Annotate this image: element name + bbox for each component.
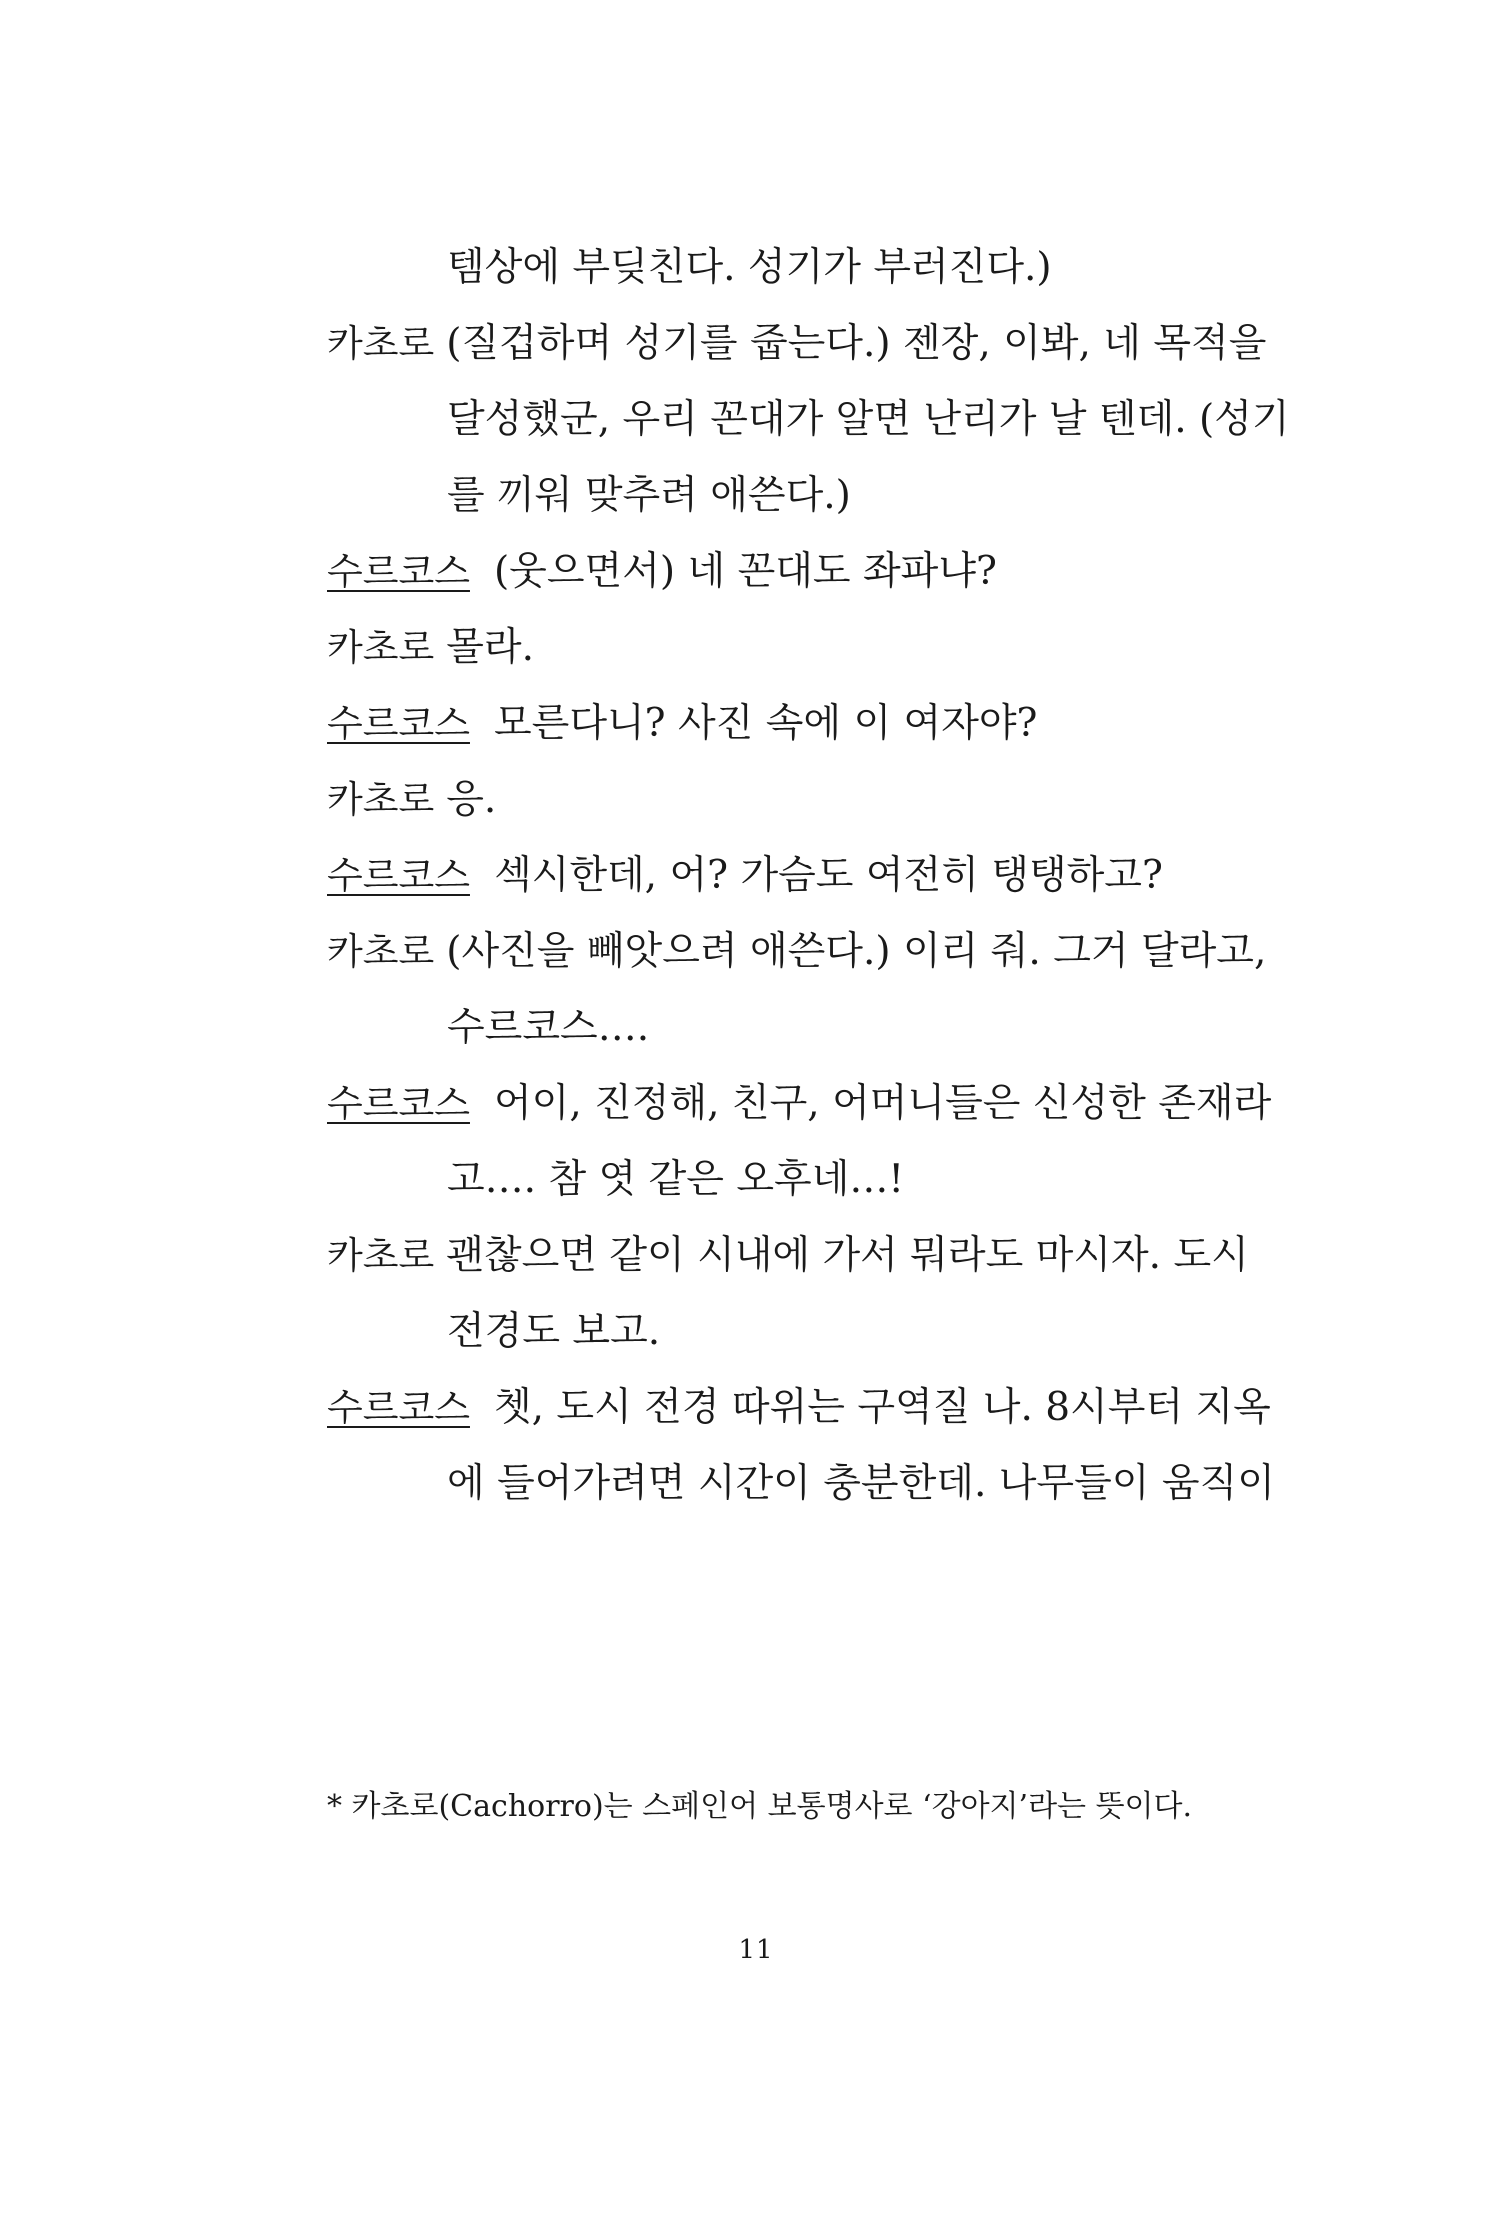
script-line bbox=[327, 1066, 1272, 1142]
script-line bbox=[327, 990, 1257, 1066]
line-text: 괜찮으면 같이 시내에 가서 뭐라도 마시자. 도시 bbox=[446, 1233, 1249, 1278]
speaker-name: 수르코스 bbox=[327, 1082, 470, 1125]
script-line bbox=[327, 1446, 1275, 1522]
line-text: 전경도 보고. bbox=[447, 1309, 661, 1354]
footnote: * 카초로(Cachorro)는 스페인어 보통명사로 ‘강아지’라는 뜻이다. bbox=[327, 1789, 1193, 1824]
play-script bbox=[327, 230, 1290, 1522]
script-line bbox=[327, 914, 1267, 990]
script-line bbox=[327, 610, 1257, 686]
line-text: 달성했군, 우리 꼰대가 알면 난리가 날 텐데. (성기 bbox=[447, 397, 1290, 442]
line-text: 응. bbox=[446, 777, 497, 822]
line-text: 몰라. bbox=[446, 625, 534, 670]
script-line bbox=[327, 1370, 1271, 1446]
speaker-name: 카초로 bbox=[327, 626, 435, 669]
line-text: 섹시한데, 어? 가슴도 여전히 탱탱하고? bbox=[493, 853, 1163, 898]
script-line bbox=[327, 762, 1257, 838]
script-line bbox=[327, 1142, 1257, 1218]
script-line bbox=[327, 458, 1257, 534]
speaker-name: 카초로 bbox=[327, 778, 435, 821]
script-line bbox=[327, 1294, 1257, 1370]
script-line bbox=[327, 534, 1257, 610]
script-line bbox=[327, 230, 1257, 306]
line-text: 고…. 참 엿 같은 오후네…! bbox=[447, 1157, 905, 1202]
line-text: 모른다니? 사진 속에 이 여자야? bbox=[493, 701, 1038, 746]
speaker-name: 수르코스 bbox=[327, 550, 470, 593]
line-text: 를 끼워 맞추려 애쓴다.) bbox=[447, 473, 851, 518]
script-line bbox=[327, 306, 1267, 382]
speaker-name: 카초로 bbox=[327, 1234, 435, 1277]
speaker-name: 수르코스 bbox=[327, 702, 470, 745]
page-number: 11 bbox=[738, 1935, 774, 1965]
line-text: 어이, 진정해, 친구, 어머니들은 신성한 존재라 bbox=[493, 1081, 1272, 1126]
speaker-name: 카초로 bbox=[327, 930, 435, 973]
line-text: 수르코스…. bbox=[447, 1005, 650, 1050]
script-line bbox=[327, 838, 1257, 914]
line-text: 템상에 부딪친다. 성기가 부러진다.) bbox=[447, 245, 1052, 290]
line-text: (질겁하며 성기를 줍는다.) 젠장, 이봐, 네 목적을 bbox=[446, 321, 1267, 366]
speaker-name: 수르코스 bbox=[327, 1386, 470, 1429]
line-text: 쳇, 도시 전경 따위는 구역질 나. 8시부터 지옥 bbox=[493, 1385, 1271, 1430]
line-text: (웃으면서) 네 꼰대도 좌파냐? bbox=[493, 549, 997, 594]
line-text: (사진을 빼앗으려 애쓴다.) 이리 줘. 그거 달라고, bbox=[446, 929, 1267, 974]
script-line bbox=[327, 1218, 1257, 1294]
line-text: 에 들어가려면 시간이 충분한데. 나무들이 움직이 bbox=[447, 1461, 1275, 1506]
script-line bbox=[327, 382, 1290, 458]
speaker-name: 카초로 bbox=[327, 322, 435, 365]
speaker-name: 수르코스 bbox=[327, 854, 470, 897]
script-line bbox=[327, 686, 1257, 762]
